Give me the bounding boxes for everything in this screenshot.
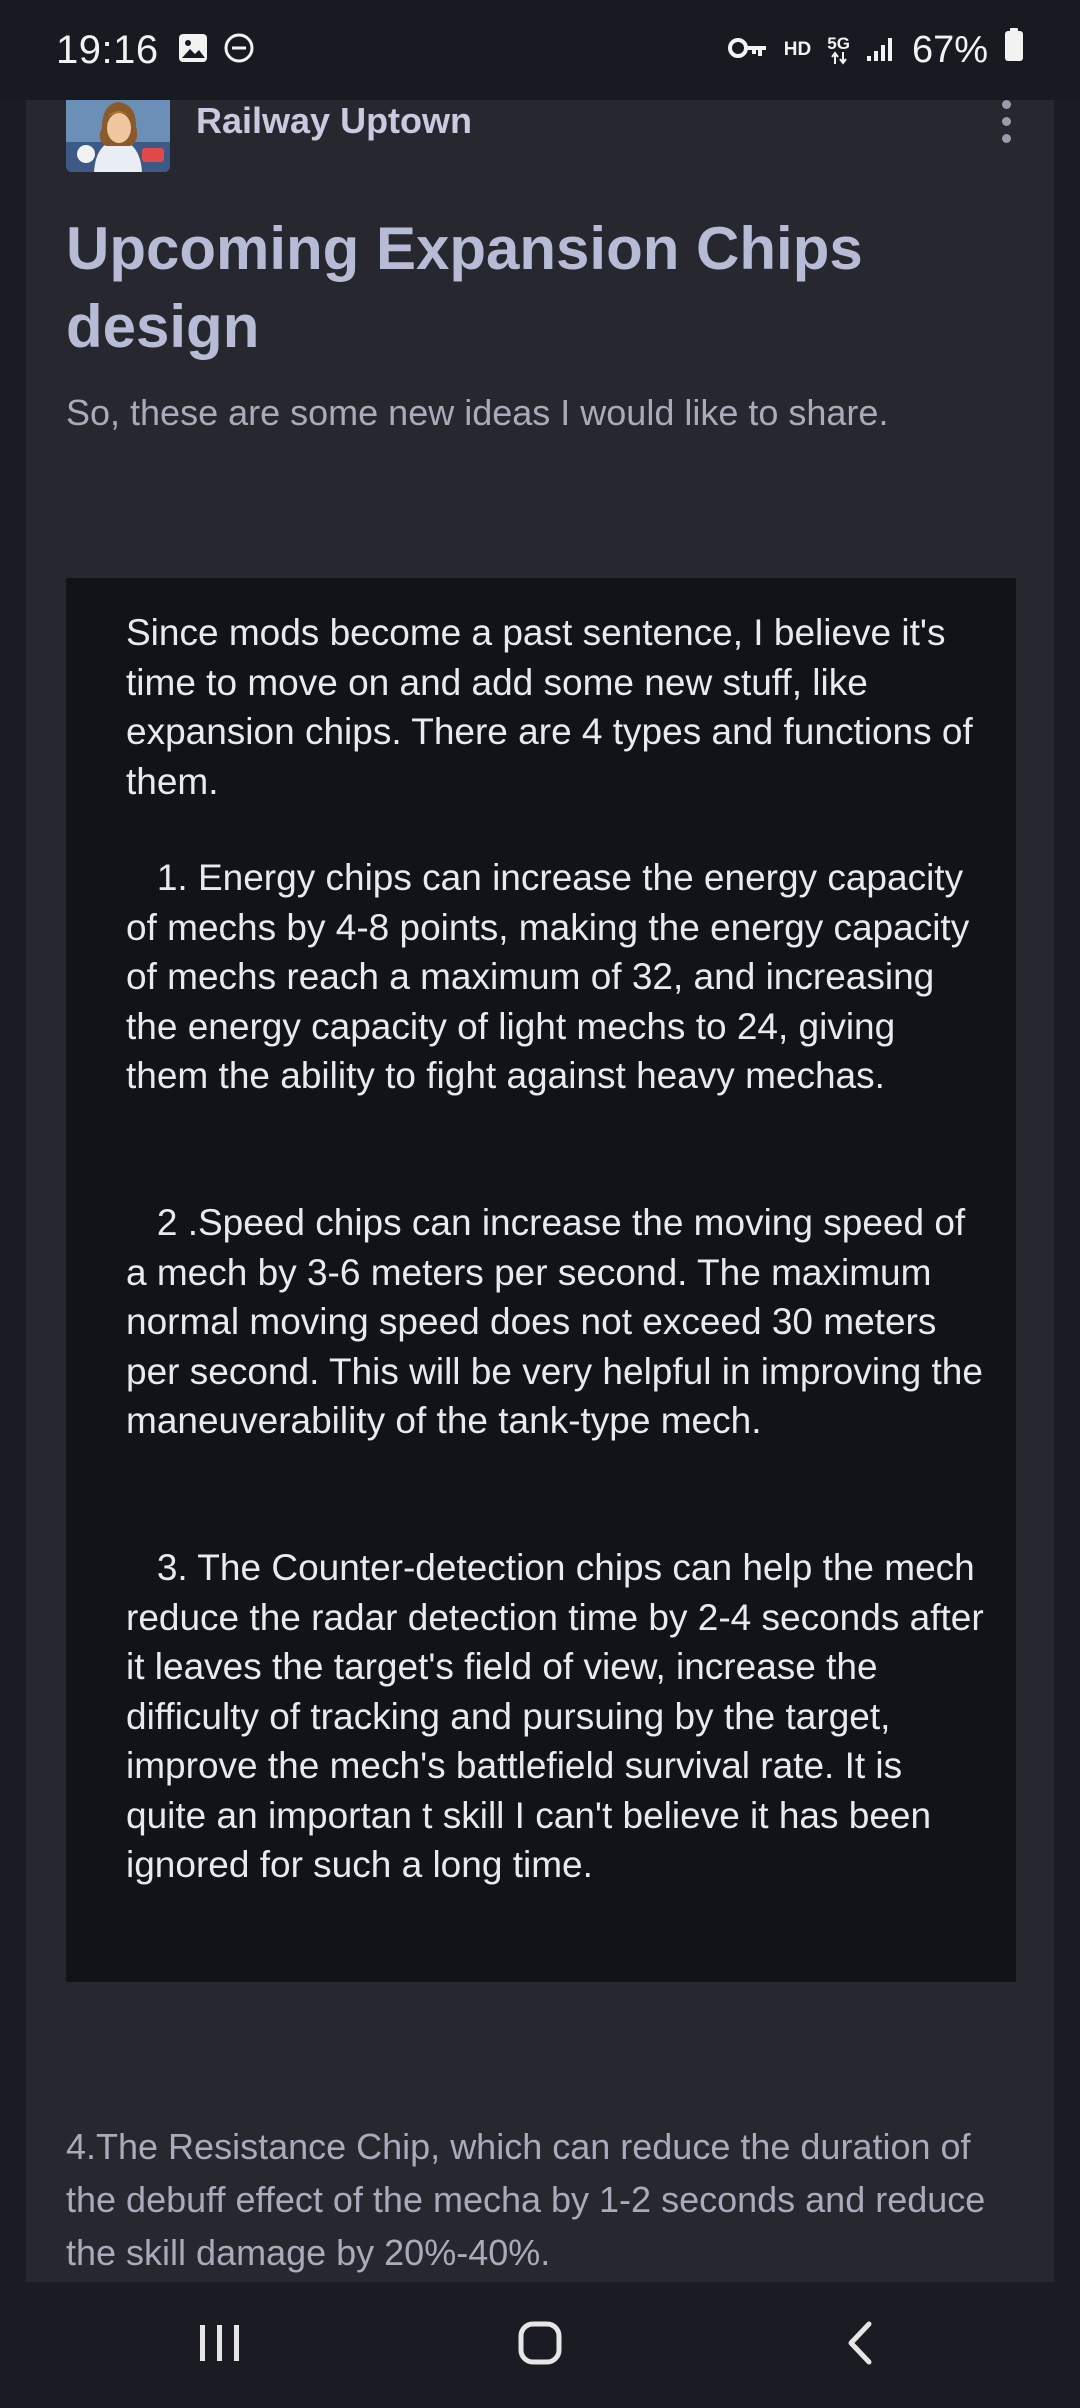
navigation-bar <box>0 2282 1080 2408</box>
quote-item-energy-chips: 1. Energy chips can increase the energy capacity of mechs by 4-8 points, making the energy capacity of mechs reach a maximum of 32, and increasing the energy capacity of light mechs to 24, giving them the ability to fight against heavy mechas. <box>126 857 970 1096</box>
network-gen-label: 5G <box>827 33 850 53</box>
network-gen <box>827 33 850 65</box>
quote-item-counter-detection-chips: 3. The Counter-detection chips can help the mech reduce the radar detection time by 2-4 seconds after it leaves the target's field of view, increase the difficulty of tracking and pursuing by the target, improve the mech's battlefield survival rate. It is quite an importan t skill I can't believe it has been ignored for such a long time. <box>126 1547 984 1885</box>
post-title: Upcoming Expansion Chips design <box>66 215 863 360</box>
quote-item-speed-chips: 2 .Speed chips can increase the moving speed of a mech by 3-6 meters per second. The maximum normal moving speed does not exceed 30 meters per second. This will be very helpful in improving the maneuverability of the tank-type mech. <box>126 1202 983 1441</box>
post-card <box>26 100 1054 2282</box>
post-subtitle: So, these are some new ideas I would like to share. <box>66 392 889 433</box>
image-icon <box>177 32 209 69</box>
post-page[interactable] <box>0 100 1080 2282</box>
more-options-icon[interactable] <box>998 100 1014 143</box>
back-button[interactable] <box>800 2305 920 2385</box>
author-row <box>66 100 1014 172</box>
post-item-resistance-chip: 4.The Resistance Chip, which can reduce the duration of the debuff effect of the mecha by 1-2 seconds and reduce the skill damage by 20%-40%. <box>66 2126 986 2273</box>
hd-label: HD <box>783 39 812 60</box>
home-button[interactable] <box>480 2305 600 2385</box>
battery-icon <box>1004 28 1024 72</box>
recents-button[interactable] <box>160 2305 280 2385</box>
key-icon <box>728 29 768 72</box>
signal-icon <box>866 29 896 72</box>
dnd-icon <box>223 32 255 69</box>
status-bar <box>0 0 1080 100</box>
recents-icon <box>198 2323 242 2368</box>
battery-percent: 67% <box>911 28 988 71</box>
back-icon <box>845 2320 875 2371</box>
home-icon <box>518 2321 562 2370</box>
author-name[interactable]: Railway Uptown <box>196 100 473 141</box>
quote-block <box>66 578 1016 1982</box>
quote-intro: Since mods become a past sentence, I believe it's time to move on and add some new stuff, like expansion chips. There are 4 types and functions of them. <box>126 612 973 802</box>
status-notification-icons <box>177 32 255 69</box>
avatar[interactable] <box>66 100 170 172</box>
status-time: 19:16 <box>56 27 159 72</box>
status-system-icons <box>728 28 1024 72</box>
